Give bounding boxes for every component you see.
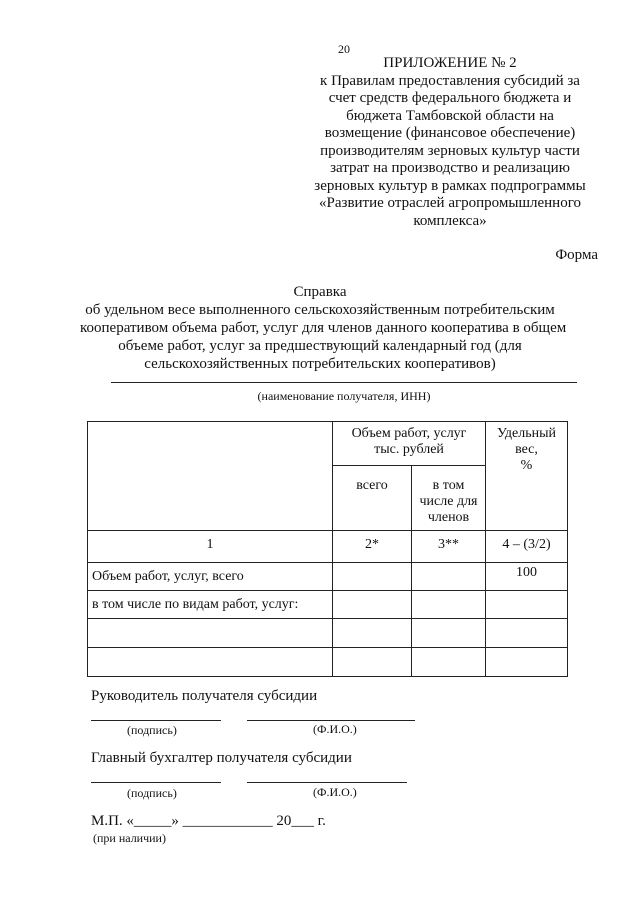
stamp-date-line: М.П. «_____» ____________ 20___ г. <box>91 813 326 829</box>
row-total[interactable] <box>333 648 412 677</box>
table-row <box>88 648 568 677</box>
row-members[interactable] <box>412 648 486 677</box>
row-members[interactable] <box>412 563 486 591</box>
row-members[interactable] <box>412 619 486 648</box>
header-total <box>333 466 412 531</box>
header-members <box>412 466 486 531</box>
col-number: 1 <box>88 531 333 563</box>
recipient-caption: (наименование получателя, ИНН) <box>257 389 431 403</box>
header-volume-line: тыс. рублей <box>374 442 444 457</box>
row-label[interactable] <box>88 619 333 648</box>
row-label: Объем работ, услуг, всего <box>88 563 333 591</box>
header-share-line: вес, <box>515 442 538 457</box>
header-volume-line: Объем работ, услуг <box>351 426 467 441</box>
header-blank-cell <box>88 422 333 531</box>
appendix-line: производителям зерновых культур части <box>320 142 580 159</box>
appendix-line: бюджета Тамбовской области на <box>346 107 554 124</box>
row-total[interactable] <box>333 563 412 591</box>
head-title: Руководитель получателя субсидии <box>91 688 318 704</box>
document-title <box>80 283 567 373</box>
head-signature-caption: (подпись) <box>127 723 177 737</box>
accountant-signature-line[interactable] <box>91 782 221 783</box>
head-name-line[interactable] <box>247 720 415 721</box>
stamp-caption: (при наличии) <box>93 831 166 845</box>
head-name-caption: (Ф.И.О.) <box>313 722 357 736</box>
appendix-line: к Правилам предоставления субсидий за <box>320 72 580 89</box>
header-share <box>486 422 568 531</box>
header-share-line: % <box>520 458 533 473</box>
appendix-line: «Развитие отраслей агропромышленного <box>319 195 581 211</box>
col-number: 2* <box>333 531 412 563</box>
header-volume <box>333 422 486 466</box>
page-number: 20 <box>338 42 350 56</box>
accountant-name-line[interactable] <box>247 782 407 783</box>
table-row <box>88 619 568 648</box>
appendix-line: счет средств федерального бюджета и <box>328 90 572 106</box>
head-signature-line[interactable] <box>91 720 221 721</box>
data-table <box>87 421 568 677</box>
row-share[interactable] <box>486 619 568 648</box>
header-members-line: членов <box>427 510 470 525</box>
appendix-heading: ПРИЛОЖЕНИЕ № 2 <box>383 55 517 71</box>
row-share[interactable] <box>486 648 568 677</box>
row-total[interactable] <box>333 619 412 648</box>
accountant-name-caption: (Ф.И.О.) <box>313 785 357 799</box>
col-number: 3** <box>412 531 486 563</box>
appendix-line: зерновых культур в рамках подпрограммы <box>314 177 586 194</box>
title-heading: Справка <box>293 284 347 300</box>
header-share-line: Удельный <box>496 426 557 441</box>
row-share: 100 <box>486 563 568 591</box>
col-number: 4 – (3/2) <box>486 531 568 563</box>
title-line: объеме работ, услуг за предшествующий календарный год (для <box>118 338 522 354</box>
row-members[interactable] <box>412 591 486 619</box>
row-label: в том числе по видам работ, услуг: <box>88 591 333 619</box>
title-line: сельскохозяйственных потребительских кооперативов) <box>144 356 496 372</box>
accountant-title: Главный бухгалтер получателя субсидии <box>91 750 352 766</box>
accountant-signature-caption: (подпись) <box>127 786 177 800</box>
row-share[interactable] <box>486 591 568 619</box>
row-total[interactable] <box>333 591 412 619</box>
row-label[interactable] <box>88 648 333 677</box>
appendix-block <box>300 55 600 230</box>
table-row <box>88 591 568 619</box>
appendix-line: возмещение (финансовое обеспечение) <box>324 125 576 141</box>
appendix-line: затрат на производство и реализацию <box>330 160 570 176</box>
header-members-line: в том <box>432 478 465 493</box>
header-members-line: числе для <box>419 494 478 509</box>
header-total-text: всего <box>356 478 388 493</box>
form-label: Форма <box>555 247 598 263</box>
title-line: кооперативом объема работ, услуг для членов данного кооператива в общем <box>80 320 567 336</box>
recipient-field[interactable] <box>111 382 577 383</box>
title-line: об удельном весе выполненного сельскохозяйственным потребительским <box>85 302 555 318</box>
table-row <box>88 563 568 591</box>
appendix-line: комплекса» <box>413 212 487 229</box>
